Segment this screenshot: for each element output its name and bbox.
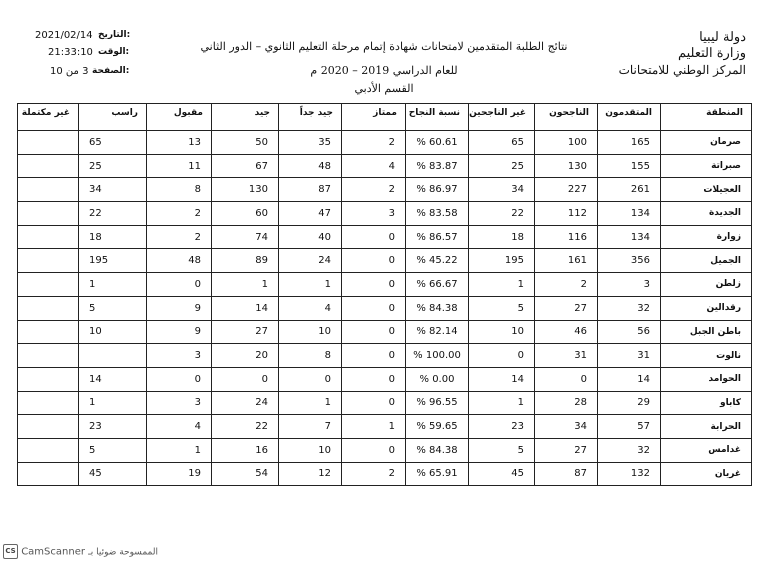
excellent-cell: 0 <box>388 231 395 243</box>
pass-rate-cell: % 65.91 <box>416 468 458 480</box>
pass-rate-cell: % 82.14 <box>416 326 458 338</box>
good-cell: 14 <box>255 302 268 314</box>
very-good-cell: 1 <box>324 278 331 290</box>
region-cell: العجيلات <box>703 184 741 195</box>
pass-rate-cell: % 60.61 <box>416 136 458 148</box>
very-good-cell: 48 <box>318 160 331 172</box>
table-row <box>18 367 752 391</box>
good-cell: 24 <box>255 397 268 409</box>
passed-cell: 116 <box>567 231 587 243</box>
excellent-cell: 2 <box>388 468 395 480</box>
passed-cell: 28 <box>574 397 587 409</box>
failed-cell: 0 <box>517 350 524 362</box>
time-value: 21:33:10 <box>48 47 93 58</box>
incomplete-cell <box>18 415 78 438</box>
page-label: الصفحة: <box>92 66 130 76</box>
excellent-cell: 0 <box>388 302 395 314</box>
table-row <box>18 178 752 202</box>
passed-cell: 0 <box>580 373 587 385</box>
failed-cell: 65 <box>511 136 524 148</box>
fail-cell: 23 <box>89 421 102 433</box>
pass-rate-cell: % 86.57 <box>416 231 458 243</box>
acceptable-cell: 0 <box>194 373 201 385</box>
excellent-cell: 0 <box>388 373 395 385</box>
region-cell: نالوت <box>716 350 741 361</box>
results-table <box>17 103 752 486</box>
date-value: 2021/02/14 <box>35 30 93 41</box>
table-row <box>18 249 752 273</box>
very-good-cell: 87 <box>318 184 331 196</box>
table-row <box>18 202 752 226</box>
table-row <box>18 273 752 297</box>
region-cell: زوارة <box>716 232 741 243</box>
pass-rate-cell: % 0.00 <box>419 373 455 385</box>
acceptable-cell: 3 <box>194 350 201 362</box>
incomplete-cell <box>18 463 78 486</box>
table-row <box>18 131 752 155</box>
fail-cell: 1 <box>89 278 96 290</box>
applicants-cell: 56 <box>637 326 650 338</box>
date-label: التاريخ: <box>98 30 131 40</box>
failed-cell: 1 <box>517 397 524 409</box>
col-header-fail: راسب <box>111 108 138 118</box>
very-good-cell: 7 <box>324 421 331 433</box>
acceptable-cell: 19 <box>188 468 201 480</box>
fail-cell: 5 <box>89 444 96 456</box>
incomplete-cell <box>18 178 78 201</box>
table-row <box>18 415 752 439</box>
excellent-cell: 0 <box>388 397 395 409</box>
page-value: 3 من 10 <box>50 66 89 77</box>
applicants-cell: 31 <box>637 350 650 362</box>
excellent-cell: 0 <box>388 278 395 290</box>
passed-cell: 27 <box>574 444 587 456</box>
good-cell: 89 <box>255 255 268 267</box>
applicants-cell: 14 <box>637 373 650 385</box>
fail-cell: 195 <box>89 255 109 267</box>
acceptable-cell: 48 <box>188 255 201 267</box>
fail-cell: 1 <box>89 397 96 409</box>
pass-rate-cell: % 84.38 <box>416 302 458 314</box>
region-cell: الحوامد <box>708 374 741 385</box>
incomplete-cell <box>18 344 78 367</box>
good-cell: 50 <box>255 136 268 148</box>
excellent-cell: 3 <box>388 207 395 219</box>
excellent-cell: 0 <box>388 326 395 338</box>
excellent-cell: 0 <box>388 444 395 456</box>
incomplete-cell <box>18 202 78 225</box>
table-row <box>18 438 752 462</box>
incomplete-cell <box>18 392 78 415</box>
fail-cell: 18 <box>89 231 102 243</box>
incomplete-cell <box>18 131 78 154</box>
good-cell: 67 <box>255 160 268 172</box>
failed-cell: 10 <box>511 326 524 338</box>
acceptable-cell: 9 <box>194 302 201 314</box>
incomplete-cell <box>18 273 78 296</box>
passed-cell: 112 <box>567 207 587 219</box>
fail-cell <box>79 344 146 367</box>
region-cell: غريان <box>714 468 741 479</box>
col-header-very-good: جيد جداً <box>299 108 333 118</box>
pass-rate-cell: % 84.38 <box>416 444 458 456</box>
applicants-cell: 29 <box>637 397 650 409</box>
col-header-passed: الناجحون <box>549 108 589 118</box>
passed-cell: 227 <box>567 184 587 196</box>
pass-rate-cell: % 100.00 <box>413 350 461 362</box>
passed-cell: 130 <box>567 160 587 172</box>
passed-cell: 2 <box>580 278 587 290</box>
time-label: الوقت: <box>98 47 130 57</box>
applicants-cell: 134 <box>630 231 650 243</box>
incomplete-cell <box>18 226 78 249</box>
table-row <box>18 296 752 320</box>
section-name: القسم الأدبي <box>354 82 414 95</box>
applicants-cell: 57 <box>637 421 650 433</box>
excellent-cell: 4 <box>388 160 395 172</box>
very-good-cell: 24 <box>318 255 331 267</box>
very-good-cell: 10 <box>318 326 331 338</box>
fail-cell: 45 <box>89 468 102 480</box>
very-good-cell: 1 <box>324 397 331 409</box>
col-header-region: المنطقة <box>706 108 743 118</box>
good-cell: 1 <box>261 278 268 290</box>
pass-rate-cell: % 83.87 <box>416 160 458 172</box>
passed-cell: 100 <box>567 136 587 148</box>
region-cell: غدامس <box>708 445 741 456</box>
excellent-cell: 0 <box>388 350 395 362</box>
fail-cell: 25 <box>89 160 102 172</box>
col-header-applicants: المتقدمون <box>605 108 652 118</box>
passed-cell: 31 <box>574 350 587 362</box>
table-header-row <box>18 104 752 131</box>
applicants-cell: 134 <box>630 207 650 219</box>
passed-cell: 34 <box>574 421 587 433</box>
failed-cell: 5 <box>517 444 524 456</box>
applicants-cell: 356 <box>630 255 650 267</box>
very-good-cell: 47 <box>318 207 331 219</box>
scanner-caption: الممسوحة ضوئيا بـ <box>88 547 158 558</box>
applicants-cell: 32 <box>637 444 650 456</box>
very-good-cell: 8 <box>324 350 331 362</box>
passed-cell: 87 <box>574 468 587 480</box>
failed-cell: 22 <box>511 207 524 219</box>
incomplete-cell <box>18 249 78 272</box>
very-good-cell: 10 <box>318 444 331 456</box>
table-row <box>18 462 752 486</box>
applicants-cell: 155 <box>630 160 650 172</box>
incomplete-cell <box>18 368 78 391</box>
fail-cell: 5 <box>89 302 96 314</box>
col-header-excellent: ممتاز <box>373 108 397 118</box>
pass-rate-cell: % 59.65 <box>416 421 458 433</box>
good-cell: 0 <box>261 373 268 385</box>
report-title: نتائج الطلبة المتقدمين لامتحانات شهادة إتمام مرحلة التعليم الثانوي – الدور الثاني <box>200 40 568 53</box>
pass-rate-cell: % 86.97 <box>416 184 458 196</box>
good-cell: 20 <box>255 350 268 362</box>
very-good-cell: 40 <box>318 231 331 243</box>
col-header-acceptable: مقبول <box>173 108 203 118</box>
acceptable-cell: 11 <box>188 160 201 172</box>
good-cell: 130 <box>248 184 268 196</box>
failed-cell: 18 <box>511 231 524 243</box>
failed-cell: 14 <box>511 373 524 385</box>
scanner-brand: CamScanner <box>21 546 85 558</box>
center-name: المركز الوطني للامتحانات <box>618 63 746 77</box>
acceptable-cell: 9 <box>194 326 201 338</box>
acceptable-cell: 2 <box>194 231 201 243</box>
scanner-watermark <box>3 544 158 559</box>
very-good-cell: 12 <box>318 468 331 480</box>
incomplete-cell <box>18 321 78 344</box>
incomplete-cell <box>18 297 78 320</box>
fail-cell: 22 <box>89 207 102 219</box>
acceptable-cell: 8 <box>194 184 201 196</box>
excellent-cell: 2 <box>388 136 395 148</box>
incomplete-cell <box>18 439 78 462</box>
applicants-cell: 32 <box>637 302 650 314</box>
very-good-cell: 0 <box>324 373 331 385</box>
acceptable-cell: 3 <box>194 397 201 409</box>
good-cell: 27 <box>255 326 268 338</box>
acceptable-cell: 13 <box>188 136 201 148</box>
fail-cell: 34 <box>89 184 102 196</box>
failed-cell: 45 <box>511 468 524 480</box>
table-row <box>18 225 752 249</box>
country-name: دولة ليبيا <box>699 30 746 45</box>
region-cell: زلطن <box>715 279 741 290</box>
region-cell: باطن الجبل <box>689 326 741 337</box>
pass-rate-cell: % 96.55 <box>416 397 458 409</box>
good-cell: 74 <box>255 231 268 243</box>
col-header-pass-rate: نسبة النجاح <box>408 108 460 118</box>
pass-rate-cell: % 45.22 <box>416 255 458 267</box>
passed-cell: 27 <box>574 302 587 314</box>
incomplete-cell <box>18 155 78 178</box>
academic-year: للعام الدراسي 2019 – 2020 م <box>310 64 458 77</box>
acceptable-cell: 0 <box>194 278 201 290</box>
col-header-failed: غير الناجحين <box>469 108 526 118</box>
pass-rate-cell: % 66.67 <box>416 278 458 290</box>
camscanner-logo: CS <box>3 544 18 559</box>
failed-cell: 195 <box>504 255 524 267</box>
table-row <box>18 320 752 344</box>
failed-cell: 5 <box>517 302 524 314</box>
acceptable-cell: 2 <box>194 207 201 219</box>
very-good-cell: 4 <box>324 302 331 314</box>
region-cell: صبراتة <box>711 161 741 172</box>
applicants-cell: 3 <box>643 278 650 290</box>
very-good-cell: 35 <box>318 136 331 148</box>
region-cell: الجميل <box>710 255 741 266</box>
region-cell: الحرابة <box>710 421 741 432</box>
table-row <box>18 391 752 415</box>
pass-rate-cell: % 83.58 <box>416 207 458 219</box>
table-row <box>18 154 752 178</box>
excellent-cell: 1 <box>388 421 395 433</box>
region-cell: رقدالين <box>706 303 741 314</box>
table-row <box>18 344 752 368</box>
passed-cell: 46 <box>574 326 587 338</box>
region-cell: الجديدة <box>708 208 741 219</box>
failed-cell: 34 <box>511 184 524 196</box>
region-cell: كاباو <box>720 397 741 408</box>
applicants-cell: 261 <box>630 184 650 196</box>
failed-cell: 23 <box>511 421 524 433</box>
applicants-cell: 132 <box>630 468 650 480</box>
fail-cell: 14 <box>89 373 102 385</box>
failed-cell: 25 <box>511 160 524 172</box>
good-cell: 22 <box>255 421 268 433</box>
acceptable-cell: 4 <box>194 421 201 433</box>
applicants-cell: 165 <box>630 136 650 148</box>
acceptable-cell: 1 <box>194 444 201 456</box>
good-cell: 54 <box>255 468 268 480</box>
passed-cell: 161 <box>567 255 587 267</box>
fail-cell: 65 <box>89 136 102 148</box>
col-header-good: جيد <box>254 108 270 118</box>
region-cell: صرمان <box>710 137 741 148</box>
ministry-name: وزارة التعليم <box>677 46 746 61</box>
fail-cell: 10 <box>89 326 102 338</box>
good-cell: 60 <box>255 207 268 219</box>
failed-cell: 1 <box>517 278 524 290</box>
good-cell: 16 <box>255 444 268 456</box>
excellent-cell: 0 <box>388 255 395 267</box>
excellent-cell: 2 <box>388 184 395 196</box>
col-header-incomplete: غير مكتملة <box>21 108 70 118</box>
